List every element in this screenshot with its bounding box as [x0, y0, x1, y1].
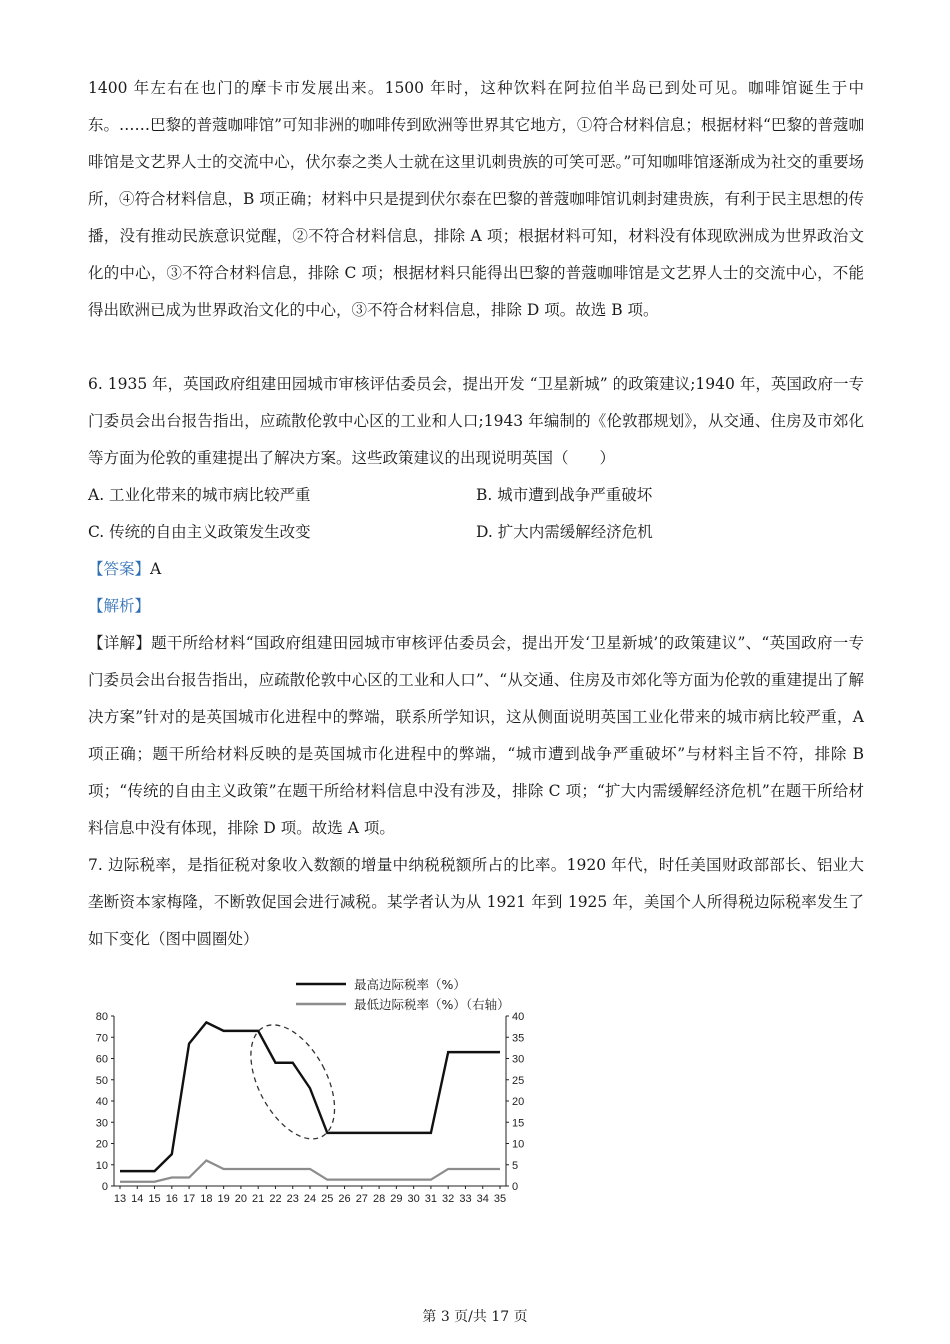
- answer-value: A: [150, 560, 162, 578]
- x-tick-label: 24: [303, 1193, 317, 1205]
- question-7: 7. 边际税率，是指征税对象收入数额的增量中纳税税额所占的比率。1920 年代，时任美国财政部部长、铝业大垄断资本家梅隆，不断敦促国会进行减税。某学者认为从 1921 年到 1925 年，美国个人所得税边际税率发生了如下变化（图中圆圈处）: [88, 856, 864, 948]
- y-right-tick-label: 40: [512, 1011, 525, 1023]
- legend-label: 最低边际税率（%）（右轴）: [354, 997, 510, 1012]
- y-left-tick-label: 60: [95, 1053, 108, 1066]
- y-right-tick-label: 5: [512, 1159, 519, 1172]
- y-left-tick-label: 70: [95, 1032, 108, 1045]
- option-d: D. 扩大内需缓解经济危机: [476, 523, 653, 541]
- y-left-tick-label: 50: [95, 1074, 108, 1087]
- x-tick-label: 15: [148, 1193, 161, 1205]
- series-line-max-rate: [120, 1022, 500, 1171]
- detail-tag: 【详解】: [88, 634, 152, 652]
- tax-rate-chart: [88, 972, 528, 1222]
- option-c: C. 传统的自由主义政策发生改变: [88, 523, 311, 541]
- x-tick-label: 20: [234, 1193, 248, 1205]
- question-6: 6. 1935 年，英国政府组建田园城市审核评估委员会，提出开发 “卫星新城” 的政策建议;1940 年，英国政府一专门委员会出台报告指出，应疏散伦敦中心区的工业和人口;1943 年编制的《伦敦郡规划》，从交通、住房及市郊化等方面为伦敦的重建提出了解决方案。这些政策建议的出现说明英国（ ）: [88, 375, 864, 467]
- y-right-tick-label: 15: [512, 1117, 525, 1130]
- y-left-tick-label: 80: [95, 1011, 108, 1023]
- detail-text: 题干所给材料“国政府组建田园城市审核评估委员会，提出开发‘卫星新城’的政策建议”、“英国政府一专门委员会出台报告指出，应疏散伦敦中心区的工业和人口”、“从交通、住房及市郊化等方面为伦敦的重建提出了解决方案”针对的是英国城市化进程中的弊端，联系所学知识，这从侧面说明英国工业化带来的城市病比较严重，A 项正确；题干所给材料反映的是英国城市化进程中的弊端，“城市遭到战争严重破坏”与材料主旨不符，排除 B 项；“传统的自由主义政策”在题干所给材料信息中没有涉及，排除 C 项；“扩大内需缓解经济危机”在题干所给材料信息中没有体现，排除 D 项。故选 A 项。: [88, 634, 864, 837]
- page-footer: 第 3 页/共 17 页: [422, 1309, 528, 1325]
- y-right-tick-label: 10: [512, 1138, 525, 1151]
- x-tick-label: 28: [372, 1193, 386, 1205]
- x-tick-label: 27: [355, 1193, 368, 1205]
- y-left-tick-label: 10: [95, 1159, 108, 1172]
- document-body: [88, 70, 864, 958]
- x-tick-label: 18: [200, 1193, 213, 1205]
- x-tick-label: 34: [476, 1193, 489, 1205]
- y-right-tick-label: 0: [512, 1181, 519, 1193]
- analysis-line: [88, 588, 864, 625]
- x-tick-label: 17: [182, 1193, 196, 1205]
- x-tick-label: 35: [493, 1193, 507, 1205]
- y-right-tick-label: 20: [512, 1096, 525, 1108]
- y-left-tick-label: 30: [95, 1117, 108, 1130]
- answer-tag: 【答案】: [88, 560, 151, 578]
- q6-options-row1: [88, 477, 864, 514]
- option-b: B. 城市遭到战争严重破坏: [476, 486, 653, 504]
- x-tick-label: 19: [217, 1193, 230, 1205]
- paragraph-q5-analysis: 1400 年左右在也门的摩卡市发展出来。1500 年时，这种饮料在阿拉伯半岛已到处可见。咖啡馆诞生于中东。……巴黎的普蔻咖啡馆”可知非洲的咖啡传到欧洲等世界其它地方，①符合材料信息；根据材料“巴黎的普蔻咖啡馆是文艺界人士的交流中心，伏尔泰之类人士就在这里讥刺贵族的可笑可恶。”可知咖啡馆逐渐成为社交的重要场所，④符合材料信息，B 项正确；材料中只是提到伏尔泰在巴黎的普蔻咖啡馆讥刺封建贵族，有利于民主思想的传播，没有推动民族意识觉醒，②不符合材料信息，排除 A 项；根据材料可知，材料没有体现欧洲成为世界政治文化的中心，③不符合材料信息，排除 C 项；根据材料只能得出巴黎的普蔻咖啡馆是文艺界人士的交流中心，不能得出欧洲已成为世界政治文化的中心，③不符合材料信息，排除 D 项。故选 B 项。: [88, 79, 864, 319]
- analysis-tag: 【解析】: [88, 597, 151, 615]
- x-tick-label: 29: [390, 1193, 403, 1205]
- x-tick-label: 22: [269, 1193, 282, 1205]
- series-line-min-rate: [120, 1161, 500, 1182]
- x-tick-label: 25: [321, 1193, 334, 1205]
- highlight-circle: [234, 1011, 352, 1152]
- option-a: A. 工业化带来的城市病比较严重: [88, 486, 311, 504]
- answer-line: [88, 551, 864, 588]
- x-tick-label: 21: [252, 1193, 265, 1205]
- x-tick-label: 26: [338, 1193, 351, 1205]
- y-left-tick-label: 20: [95, 1138, 108, 1151]
- detail-paragraph: [88, 625, 864, 847]
- x-tick-label: 33: [459, 1193, 472, 1205]
- y-left-tick-label: 0: [101, 1181, 108, 1193]
- y-right-tick-label: 25: [512, 1074, 525, 1087]
- y-right-tick-label: 30: [512, 1053, 525, 1066]
- y-right-tick-label: 35: [512, 1032, 525, 1045]
- x-tick-label: 30: [407, 1193, 420, 1205]
- legend-label: 最高边际税率（%）: [354, 977, 466, 992]
- x-tick-label: 13: [113, 1193, 127, 1205]
- x-tick-label: 14: [131, 1193, 144, 1205]
- x-tick-label: 16: [165, 1193, 178, 1205]
- y-left-tick-label: 40: [95, 1096, 108, 1108]
- x-tick-label: 32: [442, 1193, 455, 1205]
- q6-options-row2: [88, 514, 864, 551]
- x-tick-label: 23: [286, 1193, 299, 1205]
- x-tick-label: 31: [424, 1193, 438, 1205]
